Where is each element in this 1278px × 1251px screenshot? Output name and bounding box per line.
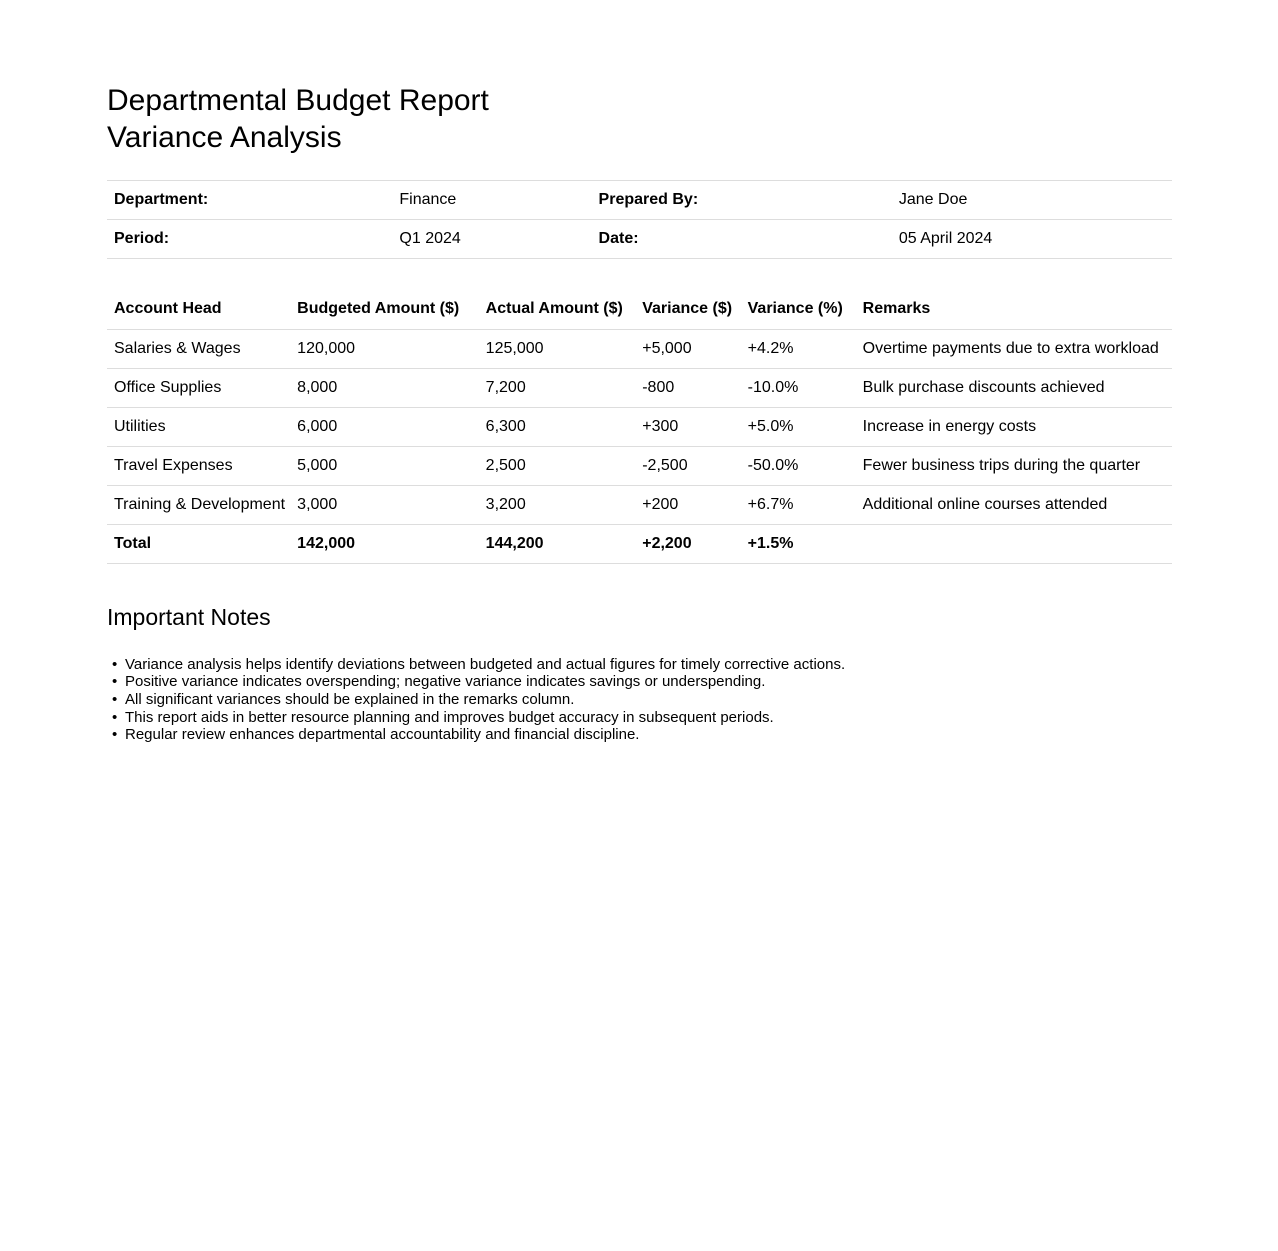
meta-row-2: [107, 220, 1172, 259]
note-item: • Regular review enhances departmental accountability and financial discipline.: [125, 726, 1172, 744]
cell-actual-amount: 2,500: [479, 446, 636, 485]
total-actual-amount: 144,200: [479, 524, 636, 563]
meta-row-1: [107, 181, 1172, 220]
cell-variance-percent: -50.0%: [741, 446, 856, 485]
column-header-actual-amount: Actual Amount ($): [479, 290, 636, 329]
cell-budgeted-amount: 6,000: [290, 407, 479, 446]
cell-account-head: Salaries & Wages: [107, 329, 290, 368]
cell-account-head: Training & Development: [107, 485, 290, 524]
meta-label-prepared-by: Prepared By:: [592, 181, 892, 220]
cell-variance-percent: -10.0%: [741, 368, 856, 407]
cell-variance-amount: +200: [635, 485, 740, 524]
cell-actual-amount: 125,000: [479, 329, 636, 368]
cell-variance-amount: +300: [635, 407, 740, 446]
budget-table: [107, 290, 1172, 564]
note-item: • All significant variances should be explained in the remarks column.: [125, 691, 1172, 709]
report-title-line2: Variance Analysis: [107, 121, 342, 154]
cell-actual-amount: 3,200: [479, 485, 636, 524]
report-title-line1: Departmental Budget Report: [107, 84, 489, 117]
cell-variance-percent: +4.2%: [741, 329, 856, 368]
table-row-office-supplies: [107, 368, 1172, 407]
cell-budgeted-amount: 3,000: [290, 485, 479, 524]
notes-heading: Important Notes: [107, 603, 271, 630]
table-row-salaries-wages: [107, 329, 1172, 368]
cell-actual-amount: 7,200: [479, 368, 636, 407]
note-item: • Variance analysis helps identify deviations between budgeted and actual figures for timely corrective actions.: [125, 656, 1172, 674]
column-header-remarks: Remarks: [856, 290, 1172, 329]
column-header-budgeted-amount: Budgeted Amount ($): [290, 290, 479, 329]
total-label: Total: [107, 524, 290, 563]
total-variance-percent: +1.5%: [741, 524, 856, 563]
cell-budgeted-amount: 8,000: [290, 368, 479, 407]
cell-variance-percent: +6.7%: [741, 485, 856, 524]
cell-budgeted-amount: 120,000: [290, 329, 479, 368]
table-row-utilities: [107, 407, 1172, 446]
meta-label-period: Period:: [107, 220, 392, 259]
meta-value-prepared-by: Jane Doe: [892, 181, 1172, 220]
report-title: [107, 82, 1172, 156]
cell-remarks: Increase in energy costs: [856, 407, 1172, 446]
cell-remarks: Fewer business trips during the quarter: [856, 446, 1172, 485]
cell-variance-amount: -2,500: [635, 446, 740, 485]
cell-account-head: Utilities: [107, 407, 290, 446]
column-header-variance-amount: Variance ($): [635, 290, 740, 329]
note-item: • This report aids in better resource planning and improves budget accuracy in subsequent periods.: [125, 709, 1172, 727]
table-row-training-development: [107, 485, 1172, 524]
column-header-variance-percent: Variance (%): [741, 290, 856, 329]
notes-list: [107, 656, 1172, 745]
total-variance-amount: +2,200: [635, 524, 740, 563]
cell-variance-amount: -800: [635, 368, 740, 407]
cell-variance-amount: +5,000: [635, 329, 740, 368]
total-row: [107, 524, 1172, 563]
cell-account-head: Travel Expenses: [107, 446, 290, 485]
meta-label-department: Department:: [107, 181, 392, 220]
cell-actual-amount: 6,300: [479, 407, 636, 446]
meta-table: [107, 180, 1172, 259]
cell-remarks: Overtime payments due to extra workload: [856, 329, 1172, 368]
total-budgeted-amount: 142,000: [290, 524, 479, 563]
note-item: • Positive variance indicates overspending; negative variance indicates savings or underspending.: [125, 673, 1172, 691]
meta-value-date: 05 April 2024: [892, 220, 1172, 259]
meta-label-date: Date:: [592, 220, 892, 259]
meta-value-department: Finance: [392, 181, 591, 220]
column-header-account-head: Account Head: [107, 290, 290, 329]
cell-budgeted-amount: 5,000: [290, 446, 479, 485]
table-row-travel-expenses: [107, 446, 1172, 485]
cell-remarks: Bulk purchase discounts achieved: [856, 368, 1172, 407]
meta-value-period: Q1 2024: [392, 220, 591, 259]
cell-variance-percent: +5.0%: [741, 407, 856, 446]
cell-remarks: Additional online courses attended: [856, 485, 1172, 524]
budget-table-header-row: [107, 290, 1172, 329]
total-remarks: [856, 524, 1172, 563]
cell-account-head: Office Supplies: [107, 368, 290, 407]
